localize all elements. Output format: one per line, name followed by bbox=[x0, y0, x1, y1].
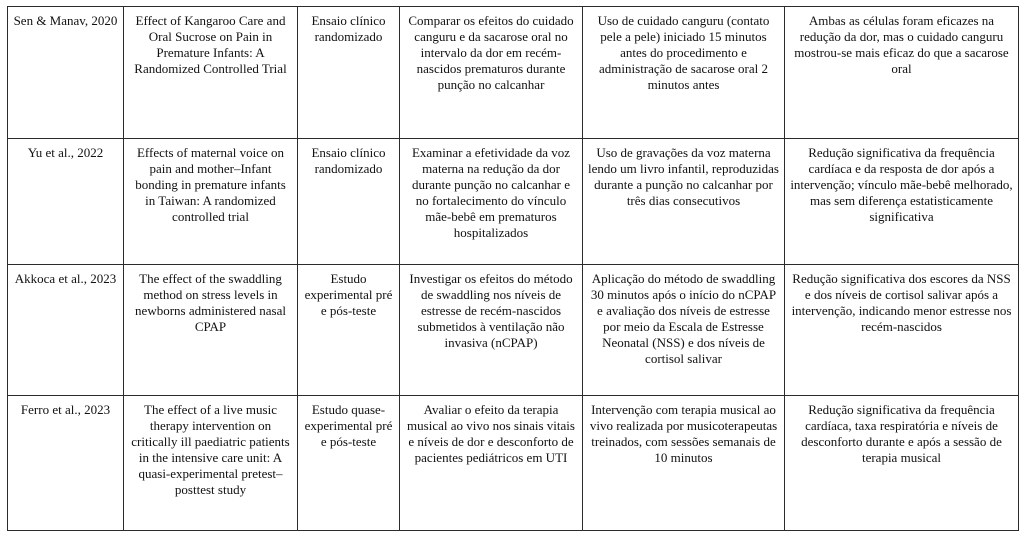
intervention-cell: Uso de gravações da voz materna lendo um livro infantil, reproduzidas durante a punção no calcanhar por três dias consecutivos bbox=[583, 138, 785, 264]
title-cell: The effect of a live music therapy intervention on critically ill paediatric patients in the intensive care unit: A quasi-experimental pretest–posttest study bbox=[124, 396, 298, 531]
table-row bbox=[8, 7, 1019, 139]
table-row bbox=[8, 396, 1019, 531]
intervention-cell: Aplicação do método de swaddling 30 minutos após o início do nCPAP e avaliação dos níveis de estresse por meio da Escala de Estresse Neonatal (NSS) e dos níveis de cortisol salivar bbox=[583, 264, 785, 396]
author-cell: Ferro et al., 2023 bbox=[8, 396, 124, 531]
results-cell: Redução significativa da frequência cardíaca, taxa respiratória e níveis de desconforto durante e após a sessão de terapia musical bbox=[785, 396, 1019, 531]
title-cell: The effect of the swaddling method on stress levels in newborns administered nasal CPAP bbox=[124, 264, 298, 396]
title-cell: Effect of Kangaroo Care and Oral Sucrose on Pain in Premature Infants: A Randomized Controlled Trial bbox=[124, 7, 298, 139]
intervention-cell: Intervenção com terapia musical ao vivo realizada por musicoterapeutas treinados, com sessões semanais de 10 minutos bbox=[583, 396, 785, 531]
objective-cell: Avaliar o efeito da terapia musical ao vivo nos sinais vitais e níveis de dor e desconforto de pacientes pediátricos em UTI bbox=[400, 396, 583, 531]
title-cell: Effects of maternal voice on pain and mother–Infant bonding in premature infants in Taiwan: A randomized controlled trial bbox=[124, 138, 298, 264]
author-cell: Sen & Manav, 2020 bbox=[8, 7, 124, 139]
table-row bbox=[8, 138, 1019, 264]
studies-table bbox=[7, 6, 1019, 531]
design-cell: Estudo quase-experimental pré e pós-teste bbox=[298, 396, 400, 531]
objective-cell: Examinar a efetividade da voz materna na redução da dor durante punção no calcanhar e no fortalecimento do vínculo mãe-bebê em prematuros hospitalizados bbox=[400, 138, 583, 264]
objective-cell: Comparar os efeitos do cuidado canguru e da sacarose oral no intervalo da dor em recém-nascidos prematuros durante punção no calcanhar bbox=[400, 7, 583, 139]
design-cell: Estudo experimental pré e pós-teste bbox=[298, 264, 400, 396]
design-cell: Ensaio clínico randomizado bbox=[298, 7, 400, 139]
author-cell: Akkoca et al., 2023 bbox=[8, 264, 124, 396]
results-cell: Redução significativa dos escores da NSS e dos níveis de cortisol salivar após a intervenção, indicando menor estresse nos recém-nascidos bbox=[785, 264, 1019, 396]
objective-cell: Investigar os efeitos do método de swaddling nos níveis de estresse de recém-nascidos submetidos à ventilação não invasiva (nCPAP) bbox=[400, 264, 583, 396]
author-cell: Yu et al., 2022 bbox=[8, 138, 124, 264]
results-cell: Redução significativa da frequência cardíaca e da resposta de dor após a intervenção; vínculo mãe-bebê melhorado, mas sem diferença estatisticamente significativa bbox=[785, 138, 1019, 264]
design-cell: Ensaio clínico randomizado bbox=[298, 138, 400, 264]
table-row bbox=[8, 264, 1019, 396]
intervention-cell: Uso de cuidado canguru (contato pele a pele) iniciado 15 minutos antes do procedimento e administração de sacarose oral 2 minutos antes bbox=[583, 7, 785, 139]
results-cell: Ambas as células foram eficazes na redução da dor, mas o cuidado canguru mostrou-se mais eficaz do que a sacarose oral bbox=[785, 7, 1019, 139]
